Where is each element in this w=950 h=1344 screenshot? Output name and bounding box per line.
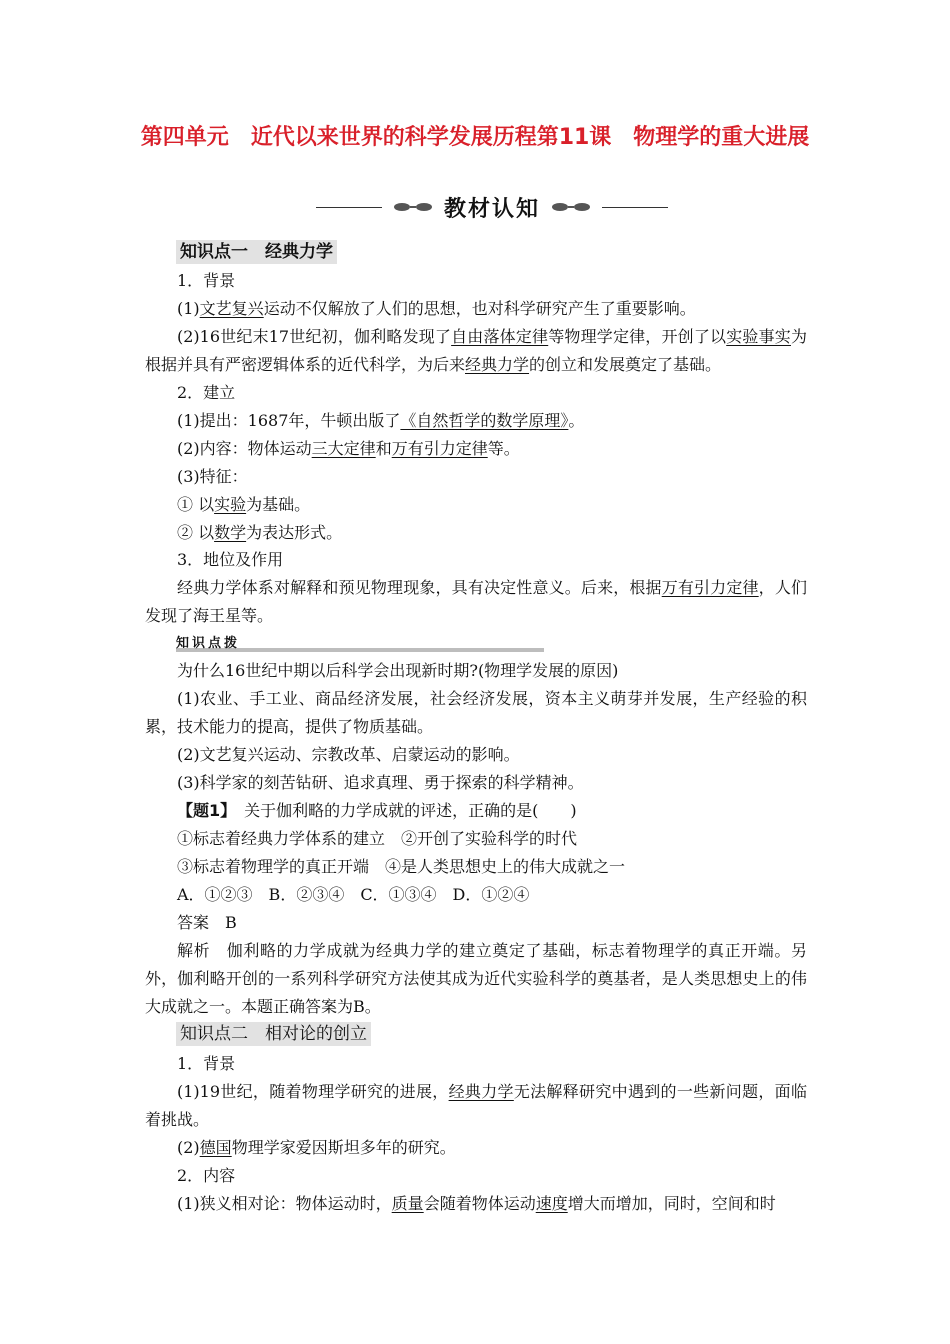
sec1-pos-text: 经典力学体系对解释和预见物理现象，具有决定性意义。后来，根据万有引力定律，人们发现了海王星等。 — [145, 578, 807, 625]
question-stem: 【题1】 关于伽利略的力学成就的评述，正确的是( ) — [177, 801, 577, 820]
sec1-pos-title: 3．地位及作用 — [177, 550, 284, 569]
sec2-bg-item-1: (1)19世纪，随着物理学研究的进展，经典力学无法解释研究中遇到的一些新问题，面临着挑战。 — [145, 1082, 807, 1129]
section-banner — [316, 193, 668, 221]
question-answer: 答案 B — [177, 913, 237, 932]
page-title: 第四单元 近代以来世界的科学发展历程第11课 物理学的重大进展 — [140, 125, 810, 150]
question-tag: 【题1】 — [177, 801, 229, 820]
question-analysis: 解析 伽利略的力学成就为经典力学的建立奠定了基础，标志着物理学的真正开端。另外，伽利略开创的一系列科学研究方法使其成为近代实验科学的奠基者，是人类思想史上的伟大成就之一。本题正确答案为B。 — [145, 941, 807, 1016]
question-options-1: ①标志着经典力学体系的建立 ②开创了实验科学的时代 — [177, 829, 578, 848]
question-options-2: ③标志着物理学的真正开端 ④是人类思想史上的伟大成就之一 — [177, 857, 626, 876]
tip-reason-1: (1)农业、手工业、商品经济发展，社会经济发展，资本主义萌芽并发展，生产经验的积累，技术能力的提高，提供了物质基础。 — [145, 689, 807, 736]
sec1-est-item-1: (1)提出：1687年，牛顿出版了《自然哲学的数学原理》。 — [177, 411, 585, 430]
tip-question: 为什么16世纪中期以后科学会出现新时期?(物理学发展的原因) — [177, 661, 619, 680]
ornament-icon — [548, 201, 594, 213]
banner-left-line — [316, 207, 382, 208]
tip-reason-3: (3)科学家的刻苦钻研、追求真理、勇于探索的科学精神。 — [177, 773, 584, 792]
sec2-bg-title: 1．背景 — [177, 1054, 236, 1073]
question-choices: A．①②③ B．②③④ C．①③④ D．①②④ — [177, 885, 530, 904]
tip-reason-2: (2)文艺复兴运动、宗教改革、启蒙运动的影响。 — [177, 745, 520, 764]
sec1-feature-2: ② 以数学为表达形式。 — [177, 523, 343, 542]
section-heading-2: 知识点二 相对论的创立 — [176, 1022, 371, 1046]
sec1-bg-item-2: (2)16世纪末17世纪初，伽利略发现了自由落体定律等物理学定律，开创了以实验事实为根据并具有严密逻辑体系的近代科学，为后来经典力学的创立和发展奠定了基础。 — [145, 327, 807, 374]
sec1-feature-1: ① 以实验为基础。 — [177, 495, 311, 514]
sec2-bg-item-2: (2)德国物理学家爱因斯坦多年的研究。 — [177, 1138, 456, 1157]
sec2-ct-title: 2．内容 — [177, 1166, 236, 1185]
tip-header — [176, 636, 544, 652]
sec1-est-title: 2．建立 — [177, 383, 236, 402]
banner-label: 教材认知 — [444, 196, 541, 222]
sec1-est-item-3: (3)特征： — [177, 467, 248, 486]
tip-label: 知识点拨 — [176, 636, 241, 651]
ornament-icon — [390, 201, 436, 213]
section-heading-1: 知识点一 经典力学 — [176, 240, 337, 264]
banner-right-line — [602, 207, 668, 208]
sec1-bg-title: 1．背景 — [177, 271, 236, 290]
sec1-est-item-2: (2)内容：物体运动三大定律和万有引力定律等。 — [177, 439, 520, 458]
sec2-ct-item-1: (1)狭义相对论：物体运动时，质量会随着物体运动速度增大而增加，同时，空间和时 — [177, 1194, 776, 1213]
sec1-bg-item-1: (1)文艺复兴运动不仅解放了人们的思想，也对科学研究产生了重要影响。 — [177, 299, 696, 318]
